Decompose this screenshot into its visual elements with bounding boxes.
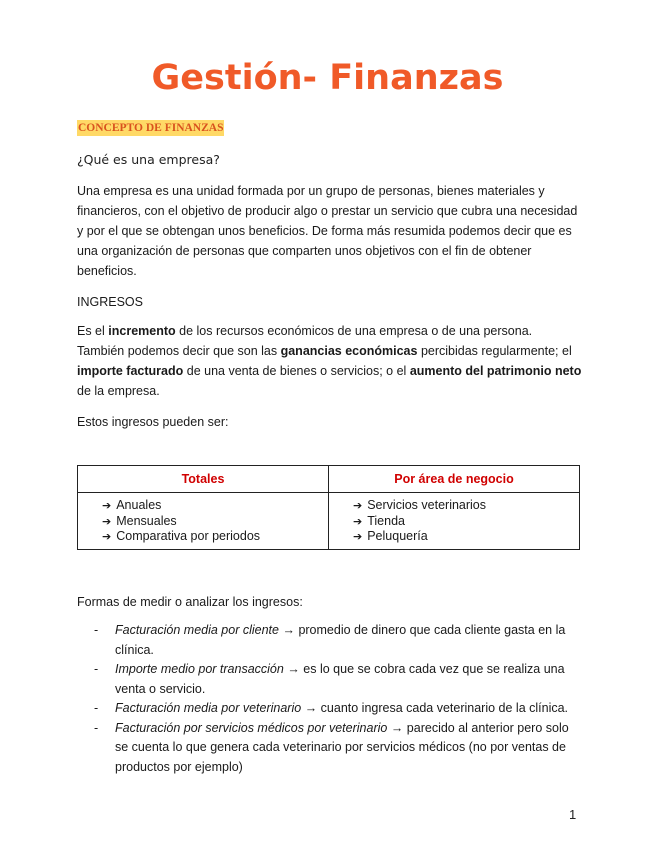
list-item [77, 699, 582, 719]
arrow-icon: → [390, 720, 404, 735]
list-item [77, 660, 582, 699]
dash-bullet: - [94, 662, 99, 676]
arrow-icon: ➔ [102, 514, 112, 528]
metric-description: promedio de dinero que cada cliente gasta en la clínica. [115, 623, 566, 657]
dash-bullet: - [94, 623, 99, 637]
metric-term: Facturación por servicios médicos por veterinario [115, 720, 388, 735]
metric-term: Facturación media por cliente [115, 623, 279, 637]
page-title: Gestión- Finanzas [151, 58, 504, 98]
text-run: percibidas regularmente; el [417, 344, 572, 358]
table-cell-area [329, 493, 580, 550]
list-item [77, 621, 582, 660]
ingresos-table [77, 465, 580, 550]
list-item [353, 498, 571, 514]
bold-term: importe facturado [77, 364, 184, 378]
arrow-icon: ➔ [102, 530, 112, 543]
ingresos-heading: INGRESOS [77, 295, 143, 309]
arrow-icon: → [287, 662, 300, 676]
list-item-label: Anuales [116, 498, 162, 512]
metric-description: cuanto ingresa cada veterinario de la clínica. [317, 701, 569, 715]
paragraph-ingresos [77, 321, 582, 401]
arrow-icon: → [304, 701, 318, 715]
question-text: ¿Qué es una empresa? [77, 152, 220, 167]
list-item-label: Tienda [367, 513, 405, 528]
text-run: de una venta de bienes o servicios; o el [183, 364, 410, 378]
table-cell-totales [78, 493, 329, 550]
table-header-totales: Totales [78, 466, 329, 493]
list-item [102, 498, 320, 514]
section-heading-highlighted: CONCEPTO DE FINANZAS [78, 122, 224, 134]
text-run: de los recursos económicos de una empresa o de una persona. También podemos decir que son las [77, 324, 533, 358]
list-item-label: Servicios veterinarios [367, 498, 487, 512]
list-item [353, 514, 571, 530]
list-item [102, 514, 320, 530]
text-run: de la empresa. [77, 384, 160, 398]
arrow-icon: ➔ [102, 499, 112, 512]
list-item [77, 719, 582, 778]
list-item-label: Comparativa por periodos [116, 529, 261, 543]
arrow-icon: → [282, 623, 295, 637]
bold-term: aumento del patrimonio neto [409, 364, 582, 378]
metric-description: es lo que se cobra cada vez que se realiza una venta o servicio. [115, 662, 565, 696]
metric-description: parecido al anterior pero solo se cuenta lo que genera cada veterinario por servicios médicos (no por ventas de productos por ejemplo) [115, 720, 569, 774]
bold-term: incremento [108, 324, 176, 338]
arrow-icon: ➔ [353, 499, 363, 512]
text-run: Es el [77, 324, 109, 338]
paragraph-formas: Formas de medir o analizar los ingresos: [77, 595, 303, 609]
bold-term: ganancias económicas [280, 344, 418, 358]
table-header-area: Por área de negocio [329, 466, 580, 493]
metric-term: Importe medio por transacción [115, 662, 284, 676]
paragraph-empresa: Una empresa es una unidad formada por un grupo de personas, bienes materiales y financieros, con el objetivo de producir algo o prestar un servicio que cubra una necesidad y por el que se obtengan unos beneficios. De forma más resumida podemos decir que es una organización de personas que comparten unos objetivos con el fin de obtener beneficios. [77, 184, 578, 278]
arrow-icon: ➔ [353, 530, 363, 543]
list-item [353, 529, 571, 545]
paragraph-tipos: Estos ingresos pueden ser: [77, 415, 229, 429]
metric-term: Facturación media por veterinario [115, 701, 302, 715]
dash-bullet: - [94, 720, 99, 735]
metrics-list [77, 621, 582, 777]
list-item [102, 529, 320, 545]
page-number: 1 [569, 807, 577, 822]
list-item-label: Mensuales [116, 513, 177, 528]
table-row [78, 493, 580, 550]
list-item-label: Peluquería [367, 529, 428, 543]
dash-bullet: - [94, 701, 99, 715]
arrow-icon: ➔ [353, 514, 363, 528]
